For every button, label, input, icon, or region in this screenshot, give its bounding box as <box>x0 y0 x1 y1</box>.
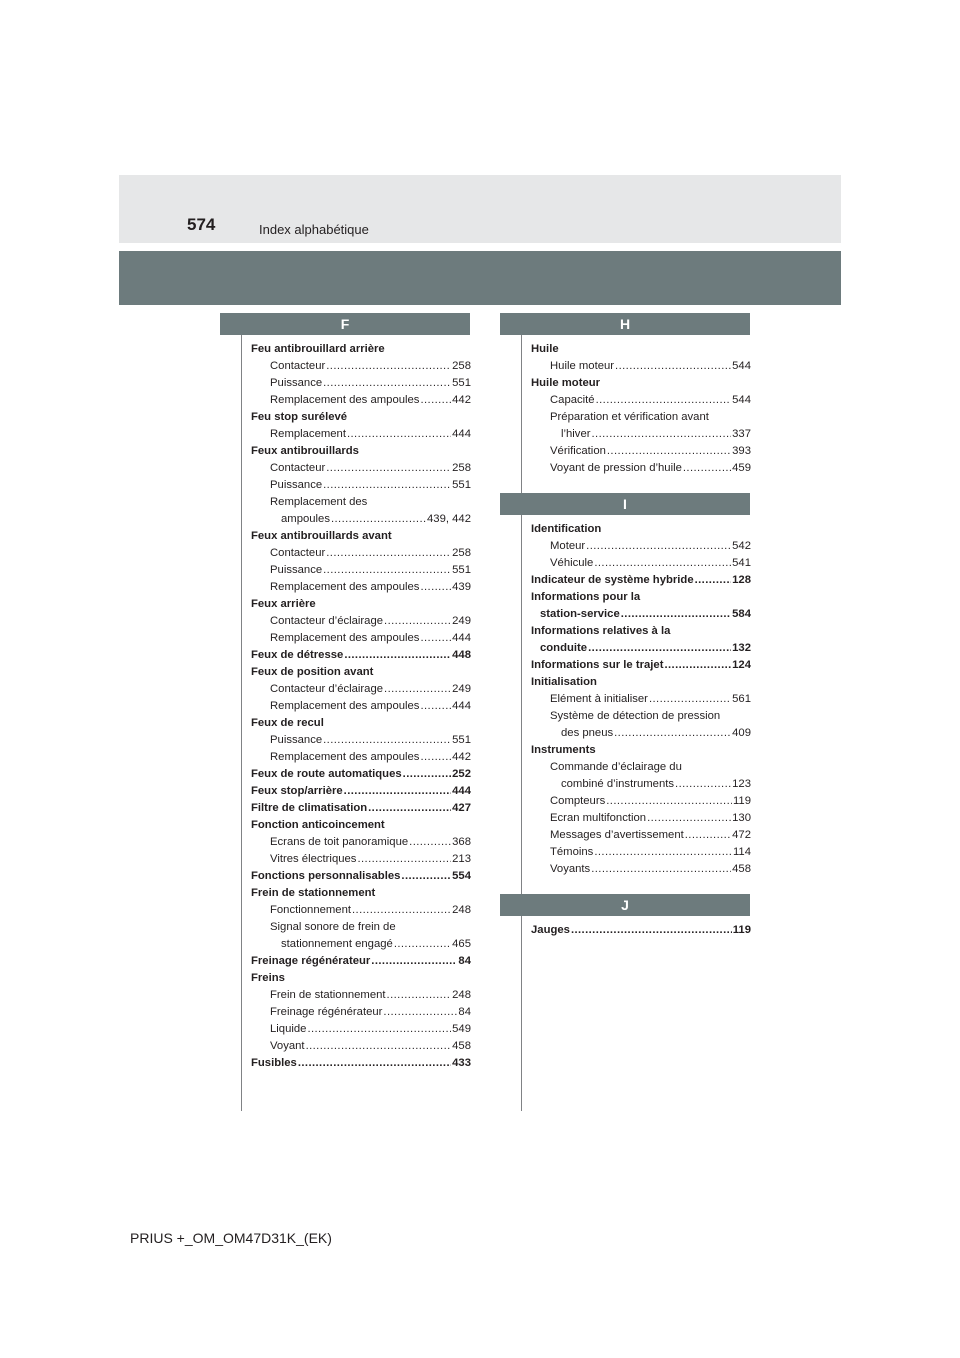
index-entry-page: 123 <box>732 778 751 790</box>
dot-leader <box>607 443 731 460</box>
index-entry-term: Freinage régénérateur <box>251 955 371 967</box>
index-entry-page: 258 <box>452 547 471 559</box>
index-entry-page: 458 <box>732 863 751 875</box>
index-entry-term: Feux de position avant <box>251 666 374 678</box>
index-entry[interactable] <box>531 392 751 409</box>
index-entry[interactable] <box>531 861 751 878</box>
index-entry-page: 124 <box>732 659 751 671</box>
index-entry[interactable] <box>251 868 471 885</box>
index-entry-page: 248 <box>452 989 471 1001</box>
index-entry-page: 393 <box>732 445 751 457</box>
page-title: Index alphabétique <box>259 222 369 237</box>
index-letter-header: F <box>220 313 470 335</box>
index-entry-page: 551 <box>452 377 471 389</box>
index-entry-page: 549 <box>452 1023 471 1035</box>
index-entry-term: Remplacement des ampoules <box>270 394 420 406</box>
index-entry-term: Jauges <box>531 924 570 936</box>
index-entry[interactable] <box>251 494 471 511</box>
index-entry[interactable] <box>251 885 471 902</box>
index-entry[interactable] <box>531 572 751 589</box>
index-entry-page: 459 <box>732 462 751 474</box>
index-entry-term: Informations sur le trajet <box>531 659 664 671</box>
index-entry[interactable] <box>251 562 471 579</box>
dot-leader <box>323 477 451 494</box>
index-entry[interactable] <box>251 698 471 715</box>
index-entry-page: 84 <box>458 1006 471 1018</box>
index-entry-page: 213 <box>452 853 471 865</box>
index-entry-page: 409 <box>732 727 751 739</box>
dot-leader <box>368 800 451 817</box>
dot-leader <box>664 657 731 674</box>
index-entry-page: 84 <box>458 955 471 967</box>
dot-leader <box>621 606 731 623</box>
dot-leader <box>326 460 451 477</box>
dot-leader <box>685 827 731 844</box>
index-entry[interactable] <box>251 511 471 528</box>
index-entry-term: Feux de route automatiques <box>251 768 402 780</box>
dot-leader <box>596 392 732 409</box>
index-entry[interactable] <box>251 460 471 477</box>
dot-leader <box>306 1038 452 1055</box>
index-entry[interactable] <box>251 1004 471 1021</box>
index-entry-term: Puissance <box>270 377 323 389</box>
dot-leader <box>420 579 451 596</box>
index-entry-term: Ecran multifonction <box>550 812 647 824</box>
index-entry[interactable] <box>531 810 751 827</box>
index-entry-term: Compteurs <box>550 795 606 807</box>
index-entry-page: 444 <box>452 428 471 440</box>
index-entry-page: 368 <box>452 836 471 848</box>
index-entry-term: Vitres électriques <box>270 853 357 865</box>
index-entry-term: Feux de détresse <box>251 649 344 661</box>
index-column-left <box>241 313 471 1072</box>
index-entry[interactable] <box>251 936 471 953</box>
index-entry-term: Messages d’avertissement <box>550 829 684 841</box>
index-entry[interactable] <box>531 409 751 426</box>
dot-leader <box>594 555 731 572</box>
dot-leader <box>384 681 451 698</box>
index-entry-list <box>521 335 751 477</box>
dot-leader <box>326 545 451 562</box>
index-entry[interactable] <box>531 674 751 691</box>
index-entry-page: 448 <box>452 649 471 661</box>
index-entry-term: Voyant de pression d’huile <box>550 462 682 474</box>
index-entry-page: 551 <box>452 479 471 491</box>
header-band <box>119 175 841 243</box>
index-entry-term: Feux antibrouillards avant <box>251 530 392 542</box>
index-entry-term: Elément à initialiser <box>550 693 648 705</box>
index-entry-term: Remplacement des ampoules <box>270 581 420 593</box>
index-entry-term: Système de détection de pression <box>550 710 721 722</box>
index-entry-term: Freinage régénérateur <box>270 1006 383 1018</box>
dot-leader <box>383 1004 457 1021</box>
index-letter-header: H <box>500 313 750 335</box>
index-entry[interactable] <box>531 538 751 555</box>
index-entry[interactable] <box>531 657 751 674</box>
index-entry[interactable] <box>251 1038 471 1055</box>
index-entry-term: Préparation et vérification avant <box>550 411 709 423</box>
dot-leader <box>592 426 732 443</box>
index-entry-page: 433 <box>452 1057 471 1069</box>
index-entry-term: Fonctions personnalisables <box>251 870 401 882</box>
document-code: PRIUS +_OM_OM47D31K_(EK) <box>130 1230 332 1246</box>
index-entry-page: 541 <box>732 557 751 569</box>
dot-leader <box>347 426 451 443</box>
index-entry-list <box>521 916 751 939</box>
index-entry[interactable] <box>251 528 471 545</box>
index-entry[interactable] <box>251 409 471 426</box>
index-entry[interactable] <box>251 375 471 392</box>
index-entry[interactable] <box>251 443 471 460</box>
index-entry[interactable] <box>531 589 751 606</box>
index-entry[interactable] <box>531 922 751 939</box>
index-entry-term: Frein de stationnement <box>251 887 376 899</box>
dot-leader <box>420 630 451 647</box>
index-entry-page: 439 <box>452 581 471 593</box>
index-entry-page: 249 <box>452 615 471 627</box>
dot-leader <box>298 1055 451 1072</box>
index-entry[interactable] <box>251 579 471 596</box>
index-entry[interactable] <box>531 521 751 538</box>
index-entry-term: Contacteur <box>270 360 326 372</box>
dot-leader <box>586 538 731 555</box>
index-entry-term: Filtre de climatisation <box>251 802 368 814</box>
index-entry[interactable] <box>531 844 751 861</box>
index-entry[interactable] <box>251 1021 471 1038</box>
index-entry-page: 249 <box>452 683 471 695</box>
dot-leader <box>323 562 451 579</box>
index-entry[interactable] <box>251 596 471 613</box>
index-entry[interactable] <box>251 783 471 800</box>
index-entry[interactable] <box>251 919 471 936</box>
index-entry[interactable] <box>251 732 471 749</box>
index-entry-page: 258 <box>452 462 471 474</box>
index-entry[interactable] <box>531 443 751 460</box>
index-entry-term: Témoins <box>550 846 594 858</box>
dot-leader <box>420 698 451 715</box>
index-entry-term: Initialisation <box>531 676 597 688</box>
index-entry[interactable] <box>251 953 471 970</box>
index-entry[interactable] <box>251 341 471 358</box>
index-entry-term: Informations relatives à la <box>531 625 671 637</box>
index-entry-page: 444 <box>452 700 471 712</box>
dot-leader <box>591 861 731 878</box>
index-entry[interactable] <box>531 827 751 844</box>
dot-leader <box>323 375 451 392</box>
index-entry[interactable] <box>531 708 751 725</box>
index-entry[interactable] <box>531 776 751 793</box>
index-entry[interactable] <box>251 1055 471 1072</box>
index-entry-term: Instruments <box>531 744 596 756</box>
index-column-right <box>521 313 751 939</box>
index-entry-term: station-service <box>540 608 620 620</box>
index-entry-term: des pneus <box>561 727 614 739</box>
dot-leader <box>357 851 451 868</box>
index-entry-list <box>521 515 751 878</box>
index-entry[interactable] <box>251 664 471 681</box>
index-entry-term: Moteur <box>550 540 586 552</box>
index-entry[interactable] <box>251 392 471 409</box>
index-entry[interactable] <box>531 725 751 742</box>
index-entry[interactable] <box>531 793 751 810</box>
index-entry[interactable] <box>531 691 751 708</box>
index-entry-term: Freins <box>251 972 285 984</box>
index-entry-term: Puissance <box>270 564 323 576</box>
index-entry-term: ampoules <box>281 513 330 525</box>
index-entry[interactable] <box>531 555 751 572</box>
index-entry-term: Feux stop/arrière <box>251 785 343 797</box>
index-entry-term: Remplacement des ampoules <box>270 700 420 712</box>
index-entry-term: stationnement engagé <box>281 938 393 950</box>
index-entry-term: Puissance <box>270 734 323 746</box>
index-entry[interactable] <box>251 715 471 732</box>
dot-leader <box>675 776 731 793</box>
index-entry-term: Frein de stationnement <box>270 989 386 1001</box>
index-entry[interactable] <box>251 647 471 664</box>
dot-leader <box>371 953 457 970</box>
index-entry-term: Huile moteur <box>531 377 601 389</box>
index-entry-page: 542 <box>732 540 751 552</box>
index-entry-page: 551 <box>452 564 471 576</box>
dot-leader <box>649 691 731 708</box>
dot-leader <box>344 783 451 800</box>
dot-leader <box>594 844 732 861</box>
index-entry-term: Voyants <box>550 863 591 875</box>
dot-leader <box>387 987 452 1004</box>
index-entry-page: 444 <box>452 632 471 644</box>
index-entry[interactable] <box>531 358 751 375</box>
index-entry-page: 119 <box>732 924 751 936</box>
index-entry-page: 544 <box>732 360 751 372</box>
dot-leader <box>384 613 451 630</box>
index-entry-term: Feux arrière <box>251 598 316 610</box>
index-entry-term: Liquide <box>270 1023 307 1035</box>
index-entry-page: 442 <box>452 751 471 763</box>
index-entry-page: 551 <box>452 734 471 746</box>
index-entry[interactable] <box>531 606 751 623</box>
index-entry-page: 444 <box>452 785 471 797</box>
index-entry-term: Remplacement des ampoules <box>270 632 420 644</box>
index-entry-term: Véhicule <box>550 557 594 569</box>
index-entry-term: Contacteur <box>270 547 326 559</box>
index-entry-term: Capacité <box>550 394 595 406</box>
index-entry-page: 248 <box>452 904 471 916</box>
index-entry-term: Vérification <box>550 445 606 457</box>
index-entry-page: 119 <box>732 795 751 807</box>
index-entry-term: Contacteur <box>270 462 326 474</box>
index-entry[interactable] <box>251 800 471 817</box>
index-entry-term: Contacteur d’éclairage <box>270 615 384 627</box>
index-entry[interactable] <box>251 970 471 987</box>
index-entry-term: Fonctionnement <box>270 904 352 916</box>
dot-leader <box>394 936 451 953</box>
index-letter-header: I <box>500 493 750 515</box>
index-entry-term: Fusibles <box>251 1057 297 1069</box>
index-entry[interactable] <box>251 834 471 851</box>
index-letter-header: J <box>500 894 750 916</box>
dot-leader <box>683 460 731 477</box>
index-entry[interactable] <box>251 477 471 494</box>
index-entry-term: Feux de recul <box>251 717 324 729</box>
index-entry-term: Fonction anticoincement <box>251 819 385 831</box>
dot-leader <box>307 1021 451 1038</box>
index-entry-term: Ecrans de toit panoramique <box>270 836 409 848</box>
index-entry-term: Feux antibrouillards <box>251 445 359 457</box>
index-entry[interactable] <box>531 759 751 776</box>
index-entry-page: 472 <box>732 829 751 841</box>
index-entry-term: l’hiver <box>561 428 591 440</box>
index-entry-page: 252 <box>452 768 471 780</box>
dot-leader <box>420 749 451 766</box>
index-entry-term: conduite <box>540 642 588 654</box>
index-entry-term: Feu stop surélevé <box>251 411 348 423</box>
dot-leader <box>647 810 731 827</box>
index-entry-page: 130 <box>732 812 751 824</box>
index-entry-page: 544 <box>732 394 751 406</box>
index-entry-page: 128 <box>732 574 751 586</box>
index-entry-term: Huile <box>531 343 559 355</box>
dot-leader <box>614 725 731 742</box>
index-entry-page: 132 <box>732 642 751 654</box>
index-entry-term: Huile moteur <box>550 360 615 372</box>
index-entry-term: Informations pour la <box>531 591 641 603</box>
index-entry-page: 554 <box>452 870 471 882</box>
index-entry-page: 561 <box>732 693 751 705</box>
dot-leader <box>331 511 426 528</box>
index-entry[interactable] <box>251 545 471 562</box>
index-entry[interactable] <box>251 358 471 375</box>
index-entry[interactable] <box>251 681 471 698</box>
dot-leader <box>403 766 451 783</box>
index-entry[interactable] <box>251 630 471 647</box>
index-entry[interactable] <box>251 749 471 766</box>
index-entry-page: 114 <box>732 846 751 858</box>
index-entry[interactable] <box>531 341 751 358</box>
dot-leader <box>323 732 451 749</box>
index-entry-page: 258 <box>452 360 471 372</box>
index-entry-page: 442 <box>452 394 471 406</box>
index-entry[interactable] <box>531 640 751 657</box>
index-entry[interactable] <box>531 426 751 443</box>
index-entry-term: Remplacement <box>270 428 346 440</box>
dot-leader <box>409 834 451 851</box>
index-entry-list <box>241 335 471 1072</box>
index-entry[interactable] <box>251 902 471 919</box>
page-number: 574 <box>187 215 216 234</box>
dot-leader <box>606 793 732 810</box>
index-entry-page: 427 <box>452 802 471 814</box>
dot-leader <box>695 572 732 589</box>
index-entry-term: Indicateur de système hybride <box>531 574 694 586</box>
index-entry-term: Commande d’éclairage du <box>550 761 682 773</box>
index-entry[interactable] <box>531 460 751 477</box>
index-entry-term: Puissance <box>270 479 323 491</box>
index-entry-term: combiné d’instruments <box>561 778 675 790</box>
index-entry-term: Contacteur d’éclairage <box>270 683 384 695</box>
dot-leader <box>344 647 451 664</box>
dot-leader <box>420 392 451 409</box>
dot-leader <box>571 922 732 939</box>
index-entry-term: Voyant <box>270 1040 305 1052</box>
index-entry[interactable] <box>251 613 471 630</box>
index-entry-page: 584 <box>732 608 751 620</box>
index-entry[interactable] <box>531 742 751 759</box>
index-entry-term: Identification <box>531 523 602 535</box>
index-entry-page: 465 <box>452 938 471 950</box>
dot-leader <box>326 358 451 375</box>
index-entry[interactable] <box>531 623 751 640</box>
index-entry-page: 439, 442 <box>427 513 471 525</box>
index-entry[interactable] <box>251 817 471 834</box>
index-entry-page: 458 <box>452 1040 471 1052</box>
index-entry[interactable] <box>251 766 471 783</box>
dot-leader <box>615 358 731 375</box>
index-entry-term: Remplacement des <box>270 496 368 508</box>
index-entry-term: Signal sonore de frein de <box>270 921 396 933</box>
index-entry[interactable] <box>251 987 471 1004</box>
index-entry[interactable] <box>251 426 471 443</box>
dot-leader <box>352 902 451 919</box>
index-entry[interactable] <box>531 375 751 392</box>
index-entry-term: Remplacement des ampoules <box>270 751 420 763</box>
index-entry-page: 337 <box>732 428 751 440</box>
dot-leader <box>588 640 731 657</box>
chapter-band <box>119 251 841 305</box>
index-entry[interactable] <box>251 851 471 868</box>
dot-leader <box>401 868 451 885</box>
index-entry-term: Feu antibrouillard arrière <box>251 343 385 355</box>
